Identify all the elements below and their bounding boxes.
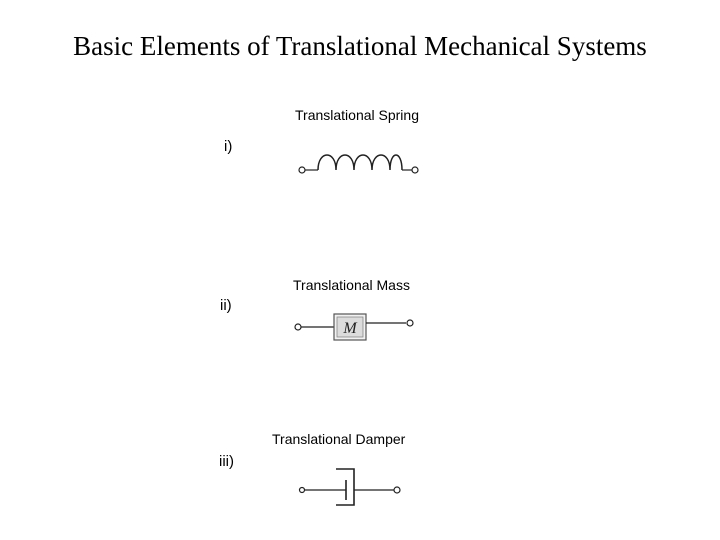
element-label: Translational Spring	[295, 107, 419, 123]
mass-symbol-text: M	[343, 320, 357, 337]
spring-icon	[290, 148, 430, 180]
element-number: iii)	[219, 453, 234, 470]
element-label: Translational Mass	[293, 277, 410, 293]
page-title: Basic Elements of Translational Mechanical Systems	[73, 31, 647, 61]
element-label: Translational Damper	[272, 431, 406, 447]
element-number: i)	[224, 138, 233, 155]
element-number: ii)	[220, 297, 232, 314]
mass-icon	[290, 310, 420, 346]
damper-icon	[296, 464, 406, 510]
